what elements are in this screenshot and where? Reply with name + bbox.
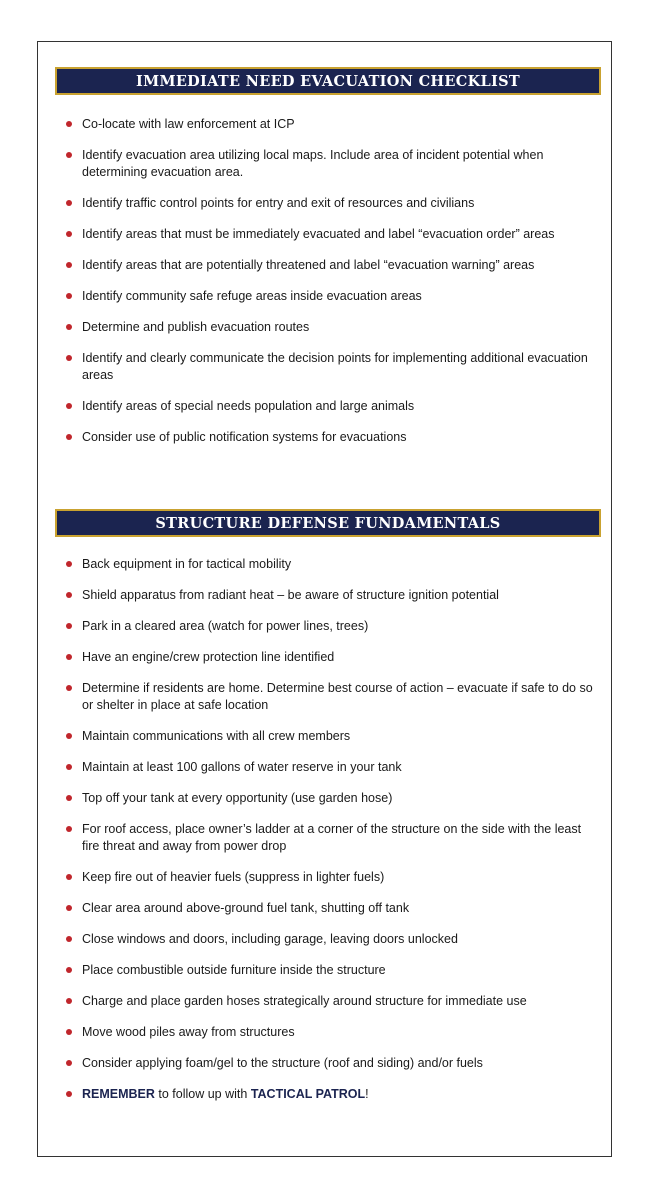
bullet-icon <box>66 231 72 237</box>
bullet-icon <box>66 434 72 440</box>
evacuation-item: Identify areas of special needs population and large animals <box>66 398 601 415</box>
bullet-icon <box>66 1060 72 1066</box>
structure-item: Maintain communications with all crew members <box>66 728 601 745</box>
bullet-icon <box>66 733 72 739</box>
structure-item: Shield apparatus from radiant heat – be aware of structure ignition potential <box>66 587 601 604</box>
evacuation-item: Identify community safe refuge areas inside evacuation areas <box>66 288 601 305</box>
structure-item: Place combustible outside furniture inside the structure <box>66 962 601 979</box>
bullet-icon <box>66 355 72 361</box>
structure-item: Consider applying foam/gel to the structure (roof and siding) and/or fuels <box>66 1055 601 1072</box>
remember-word: REMEMBER <box>82 1087 155 1101</box>
bullet-icon <box>66 764 72 770</box>
tactical-patrol-label: TACTICAL PATROL <box>250 1087 366 1101</box>
bullet-icon <box>66 795 72 801</box>
structure-item: Keep fire out of heavier fuels (suppress in lighter fuels) <box>66 869 601 886</box>
evacuation-item: Identify traffic control points for entry and exit of resources and civilians <box>66 195 601 212</box>
bullet-icon <box>66 293 72 299</box>
evacuation-item: Co-locate with law enforcement at ICP <box>66 116 601 133</box>
structure-item: Maintain at least 100 gallons of water reserve in your tank <box>66 759 601 776</box>
bullet-icon <box>66 905 72 911</box>
evacuation-checklist-list <box>66 116 601 446</box>
evacuation-item: Identify and clearly communicate the decision points for implementing additional evacuation areas <box>66 350 601 384</box>
structure-item: Close windows and doors, including garage, leaving doors unlocked <box>66 931 601 948</box>
evacuation-item: Identify areas that are potentially threatened and label “evacuation warning” areas <box>66 257 601 274</box>
structure-defense-header <box>55 509 601 537</box>
evacuation-item: Determine and publish evacuation routes <box>66 319 601 336</box>
bullet-icon <box>66 1029 72 1035</box>
bullet-icon <box>66 826 72 832</box>
structure-item: Charge and place garden hoses strategically around structure for immediate use <box>66 993 601 1010</box>
bullet-icon <box>66 998 72 1004</box>
bullet-icon <box>66 121 72 127</box>
evacuation-item: Identify evacuation area utilizing local maps. Include area of incident potential when determining evacuation area. <box>66 147 601 181</box>
structure-defense-list <box>66 556 601 1103</box>
bullet-icon <box>66 262 72 268</box>
bullet-icon <box>66 685 72 691</box>
structure-item: For roof access, place owner’s ladder at a corner of the structure on the side with the least fire threat and away from power drop <box>66 821 601 855</box>
structure-item: Park in a cleared area (watch for power lines, trees) <box>66 618 601 635</box>
structure-item: Top off your tank at every opportunity (use garden hose) <box>66 790 601 807</box>
structure-item: Clear area around above-ground fuel tank, shutting off tank <box>66 900 601 917</box>
bullet-icon <box>66 654 72 660</box>
structure-item: Back equipment in for tactical mobility <box>66 556 601 573</box>
structure-item: Move wood piles away from structures <box>66 1024 601 1041</box>
bullet-icon <box>66 936 72 942</box>
remember-item: REMEMBER to follow up with TACTICAL PATROL! <box>66 1086 601 1103</box>
bullet-icon <box>66 592 72 598</box>
evacuation-checklist-header <box>55 67 601 95</box>
evacuation-item: Consider use of public notification systems for evacuations <box>66 429 601 446</box>
bullet-icon <box>66 1091 72 1097</box>
evacuation-item: Identify areas that must be immediately evacuated and label “evacuation order” areas <box>66 226 601 243</box>
evacuation-checklist-title: IMMEDIATE NEED EVACUATION CHECKLIST <box>136 72 520 90</box>
bullet-icon <box>66 403 72 409</box>
bullet-icon <box>66 623 72 629</box>
bullet-icon <box>66 967 72 973</box>
structure-item: Have an engine/crew protection line identified <box>66 649 601 666</box>
bullet-icon <box>66 561 72 567</box>
bullet-icon <box>66 874 72 880</box>
bullet-icon <box>66 200 72 206</box>
structure-item: Determine if residents are home. Determine best course of action – evacuate if safe to do so or shelter in place at safe location <box>66 680 601 714</box>
structure-defense-title: STRUCTURE DEFENSE FUNDAMENTALS <box>155 514 501 532</box>
bullet-icon <box>66 324 72 330</box>
bullet-icon <box>66 152 72 158</box>
